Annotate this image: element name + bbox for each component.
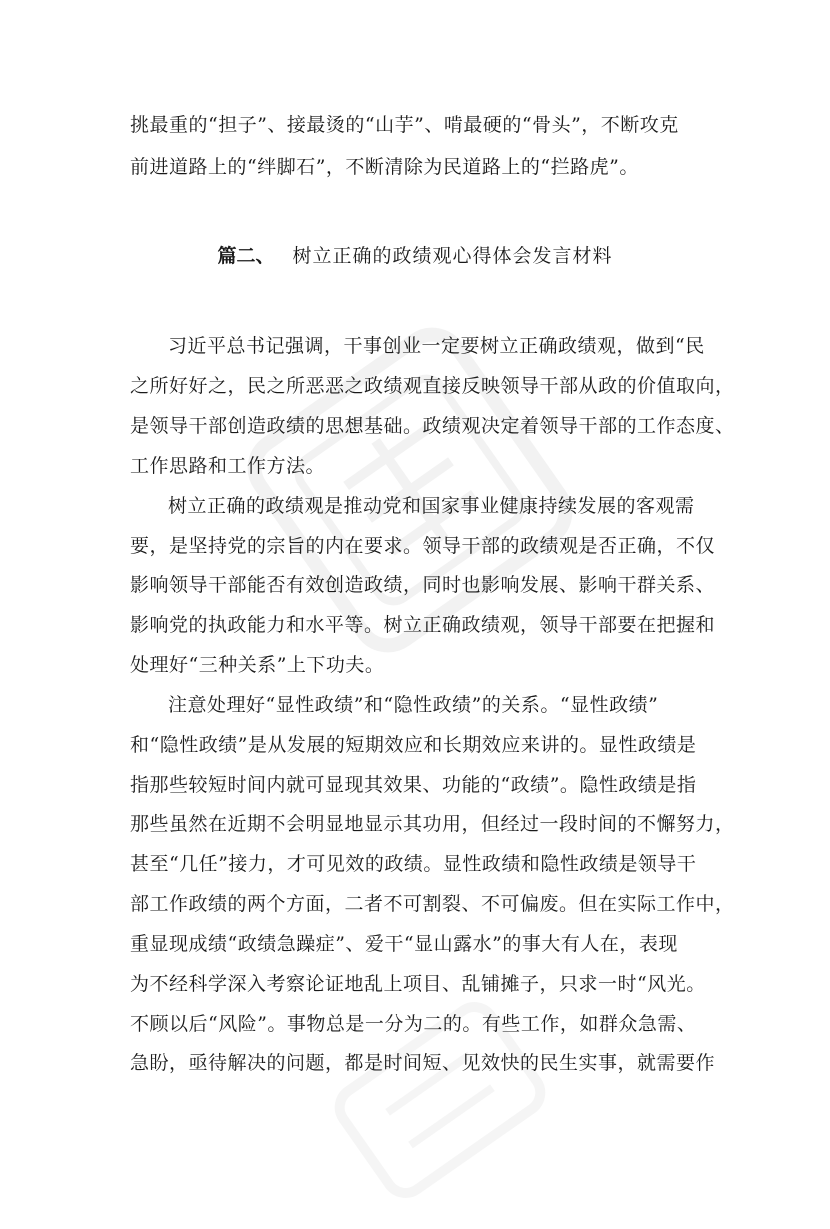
paragraph-1-line: 之所好好之，民之所恶恶之政绩观直接反映领导干部从政的价值取向， — [130, 375, 735, 397]
paragraph-1-line: 习近平总书记强调，干事创业一定要树立正确政绩观，做到“民 — [168, 335, 705, 357]
watermark-seal-icon — [187, 267, 633, 713]
paragraph-3-line: 甚至“几任”接力，才可见效的政绩。显性政绩和隐性政绩是领导干 — [130, 853, 697, 875]
paragraph-1-line: 是领导干部创造政绩的思想基础。政绩观决定着领导干部的工作态度、 — [130, 415, 735, 437]
paragraph-2-line: 处理好“三种关系”上下功夫。 — [130, 654, 385, 676]
paragraph-3-line: 和“隐性政绩”是从发展的短期效应和长期效应来讲的。显性政绩是 — [130, 734, 697, 756]
paragraph-3-line: 急盼，亟待解决的问题，都是时间短、见效快的民生实事，就需要作 — [130, 1052, 716, 1074]
section-heading — [0, 241, 830, 268]
paragraph-2-line: 影响党的执政能力和水平等。树立正确政绩观，领导干部要在把握和 — [130, 614, 716, 636]
paragraph-3-line: 重显现成绩“政绩急躁症”、爱干“显山露水”的事大有人在，表现 — [130, 933, 678, 955]
paragraph-3-line: 不顾以后“风险”。事物总是一分为二的。有些工作，如群众急需、 — [130, 1013, 697, 1035]
paragraph-3-line: 部工作政绩的两个方面，二者不可割裂、不可偏废。但在实际工作中， — [130, 893, 735, 915]
body-line: 前进道路上的“绊脚石”，不断清除为民道路上的“拦路虎”。 — [130, 156, 639, 178]
heading-title: 树立正确的政绩观心得体会发言材料 — [292, 245, 613, 267]
paragraph-2-line: 影响领导干部能否有效创造政绩，同时也影响发展、影响干群关系、 — [130, 574, 716, 596]
paragraph-2-line: 树立正确的政绩观是推动党和国家事业健康持续发展的客观需 — [168, 495, 695, 517]
watermark-seal-icon-bottom — [304, 971, 576, 1228]
paragraph-2-line: 要，是坚持党的宗旨的内在要求。领导干部的政绩观是否正确，不仅 — [130, 535, 716, 557]
heading-label: 篇二、 — [217, 245, 275, 267]
paragraph-3-line: 指那些较短时间内就可显现其效果、功能的“政绩”。隐性政绩是指 — [130, 774, 697, 796]
paragraph-1-line: 工作思路和工作方法。 — [130, 455, 326, 477]
paragraph-3-line: 那些虽然在近期不会明显地显示其功用，但经过一段时间的不懈努力， — [130, 813, 735, 835]
body-line: 挑最重的“担子”、接最烫的“山芋”、啃最硬的“骨头”，不断攻克 — [130, 114, 679, 136]
paragraph-3-line: 为不经科学深入考察论证地乱上项目、乱铺摊子，只求一时“风光。 — [130, 973, 706, 995]
paragraph-3-line: 注意处理好“显性政绩”和“隐性政绩”的关系。“显性政绩” — [168, 694, 659, 716]
